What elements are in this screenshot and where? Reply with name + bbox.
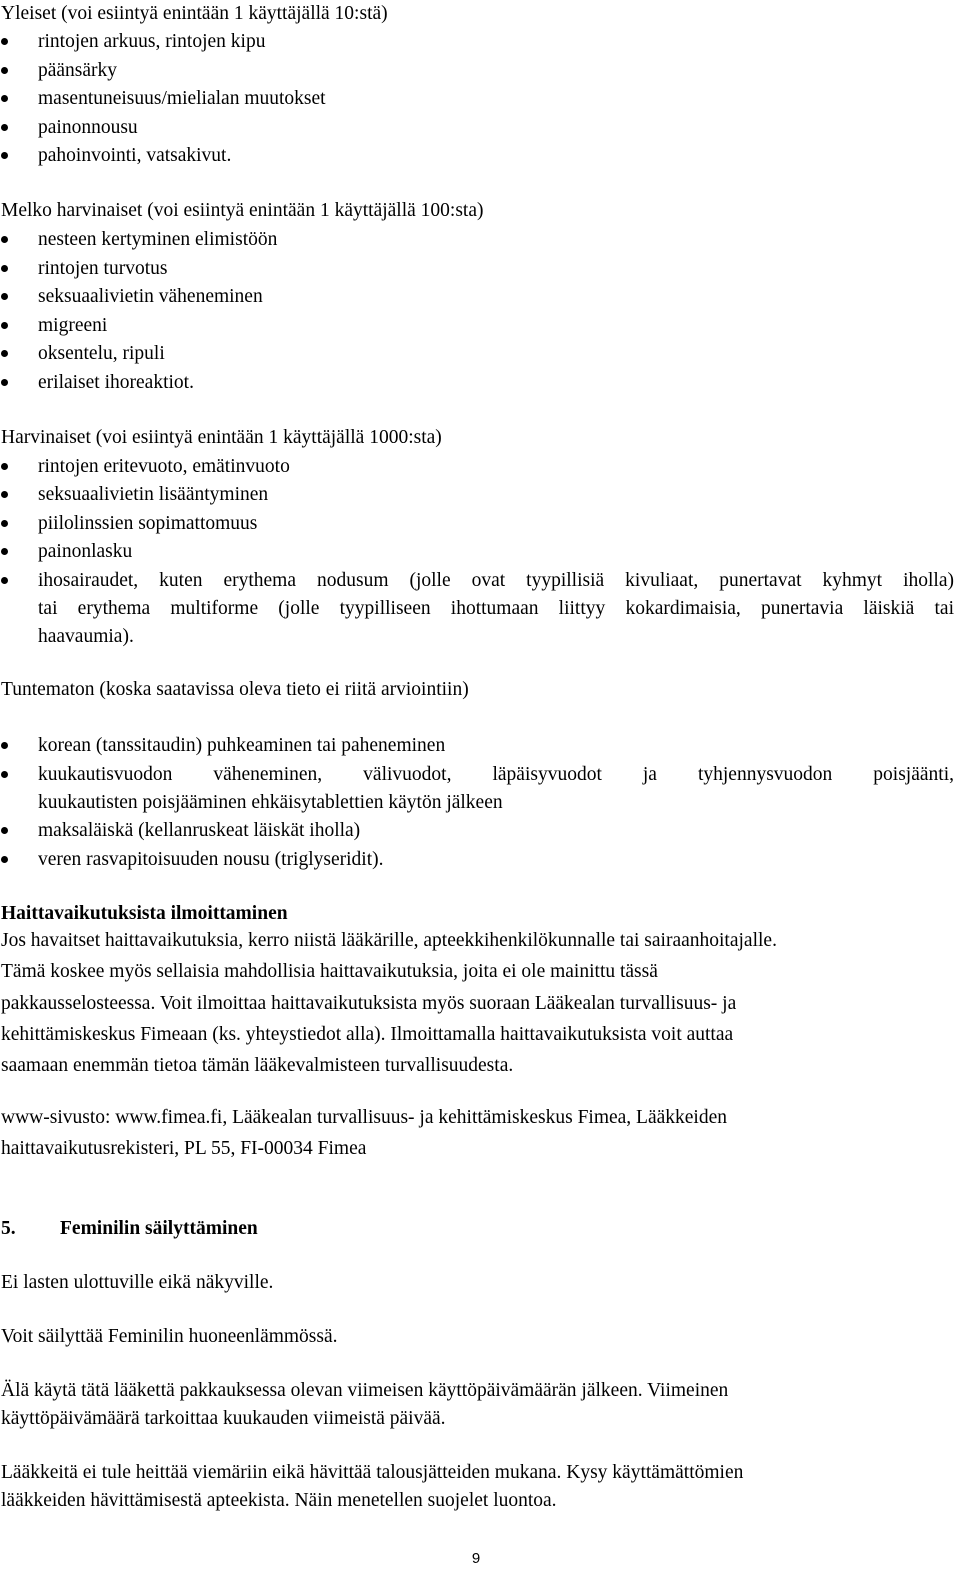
list-item-line: kuukautisvuodon väheneminen, välivuodot, läpäisyvuodot ja tyhjennysvuodon poisjäänti, bbox=[38, 764, 954, 785]
bullet-icon bbox=[1, 124, 8, 131]
list-item: seksuaalivietin väheneminen bbox=[38, 286, 263, 307]
list-item: maksaläiskä (kellanruskeat läiskät iholla) bbox=[38, 820, 361, 841]
page-number: 9 bbox=[471, 1550, 481, 1567]
bullet-icon bbox=[1, 577, 8, 584]
reporting-line: Tämä koskee myös sellaisia mahdollisia haittavaikutuksia, joita ei ole mainittu tässä bbox=[1, 961, 658, 982]
section-number: 5. bbox=[1, 1218, 16, 1239]
list-item: erilaiset ihoreaktiot. bbox=[38, 372, 194, 393]
storage-paragraph: Älä käytä tätä lääkettä pakkauksessa olevan viimeisen käyttöpäivämäärän jälkeen. Viimeinen bbox=[1, 1380, 729, 1401]
list-item bbox=[38, 567, 954, 651]
bullet-icon bbox=[1, 856, 8, 863]
bullet-icon bbox=[1, 293, 8, 300]
list-item: masentuneisuus/mielialan muutokset bbox=[38, 88, 326, 109]
list-item-line: ihosairaudet, kuten erythema nodusum (jolle ovat tyypillisiä kivuliaat, punertavat kyhmyt iholla) bbox=[38, 570, 954, 591]
bullet-icon bbox=[1, 520, 8, 527]
heading-storage: Feminilin säilyttäminen bbox=[60, 1218, 258, 1239]
bullet-icon bbox=[1, 152, 8, 159]
heading-rare: Harvinaiset (voi esiintyä enintään 1 käyttäjällä 1000:sta) bbox=[1, 427, 442, 448]
storage-paragraph: Voit säilyttää Feminilin huoneenlämmössä. bbox=[1, 1326, 338, 1347]
list-item-line: kuukautisten poisjääminen ehkäisytablettien käytön jälkeen bbox=[38, 792, 503, 813]
bullet-icon bbox=[1, 771, 8, 778]
storage-paragraph: Ei lasten ulottuville eikä näkyville. bbox=[1, 1272, 274, 1293]
list-item: rintojen arkuus, rintojen kipu bbox=[38, 31, 266, 52]
list-item-line: haavaumia). bbox=[38, 626, 134, 647]
heading-reporting: Haittavaikutuksista ilmoittaminen bbox=[1, 903, 288, 924]
list-item: migreeni bbox=[38, 315, 108, 336]
bullet-icon bbox=[1, 265, 8, 272]
list-item: päänsärky bbox=[38, 60, 118, 81]
bullet-icon bbox=[1, 491, 8, 498]
bullet-icon bbox=[1, 350, 8, 357]
bullet-icon bbox=[1, 95, 8, 102]
contact-line: haittavaikutusrekisteri, PL 55, FI-00034 Fimea bbox=[1, 1138, 367, 1159]
bullet-icon bbox=[1, 548, 8, 555]
bullet-icon bbox=[1, 322, 8, 329]
list-item: veren rasvapitoisuuden nousu (triglyseridit). bbox=[38, 849, 384, 870]
reporting-line: saamaan enemmän tietoa tämän lääkevalmisteen turvallisuudesta. bbox=[1, 1055, 514, 1076]
reporting-line: kehittämiskeskus Fimeaan (ks. yhteystiedot alla). Ilmoittamalla haittavaikutuksista voit auttaa bbox=[1, 1024, 734, 1045]
storage-paragraph: käyttöpäivämäärä tarkoittaa kuukauden viimeistä päivää. bbox=[1, 1408, 446, 1429]
bullet-icon bbox=[1, 827, 8, 834]
list-item: painonnousu bbox=[38, 117, 138, 138]
list-item: rintojen turvotus bbox=[38, 258, 168, 279]
heading-uncommon: Melko harvinaiset (voi esiintyä enintään 1 käyttäjällä 100:sta) bbox=[1, 200, 484, 221]
bullet-icon bbox=[1, 236, 8, 243]
list-item: nesteen kertyminen elimistöön bbox=[38, 229, 278, 250]
list-item: oksentelu, ripuli bbox=[38, 343, 165, 364]
storage-paragraph: Lääkkeitä ei tule heittää viemäriin eikä hävittää talousjätteiden mukana. Kysy käyttämättömien bbox=[1, 1462, 744, 1483]
bullet-icon bbox=[1, 379, 8, 386]
list-item: piilolinssien sopimattomuus bbox=[38, 513, 258, 534]
list-item-line: tai erythema multiforme (jolle tyypilliseen ihottumaan liittyy kokardimaisia, punertavia läiskiä tai bbox=[38, 598, 954, 619]
list-item: seksuaalivietin lisääntyminen bbox=[38, 484, 269, 505]
reporting-line: Jos havaitset haittavaikutuksia, kerro niistä lääkärille, apteekkihenkilökunnalle tai sairaanhoitajalle. bbox=[1, 930, 777, 951]
heading-common: Yleiset (voi esiintyä enintään 1 käyttäjällä 10:stä) bbox=[1, 3, 388, 24]
bullet-icon bbox=[1, 67, 8, 74]
list-item bbox=[38, 761, 954, 817]
bullet-icon bbox=[1, 463, 8, 470]
bullet-icon bbox=[1, 742, 8, 749]
reporting-line: pakkausselosteessa. Voit ilmoittaa haittavaikutuksista myös suoraan Lääkealan turvallisuus- ja bbox=[1, 993, 737, 1014]
storage-paragraph: lääkkeiden hävittämisestä apteekista. Näin menetellen suojelet luontoa. bbox=[1, 1490, 557, 1511]
list-item: pahoinvointi, vatsakivut. bbox=[38, 145, 232, 166]
heading-unknown: Tuntematon (koska saatavissa oleva tieto ei riitä arviointiin) bbox=[1, 679, 469, 700]
bullet-icon bbox=[1, 38, 8, 45]
list-item: rintojen eritevuoto, emätinvuoto bbox=[38, 456, 290, 477]
list-item: korean (tanssitaudin) puhkeaminen tai paheneminen bbox=[38, 735, 446, 756]
contact-line: www-sivusto: www.fimea.fi, Lääkealan turvallisuus- ja kehittämiskeskus Fimea, Lääkkeiden bbox=[1, 1107, 728, 1128]
list-item: painonlasku bbox=[38, 541, 133, 562]
